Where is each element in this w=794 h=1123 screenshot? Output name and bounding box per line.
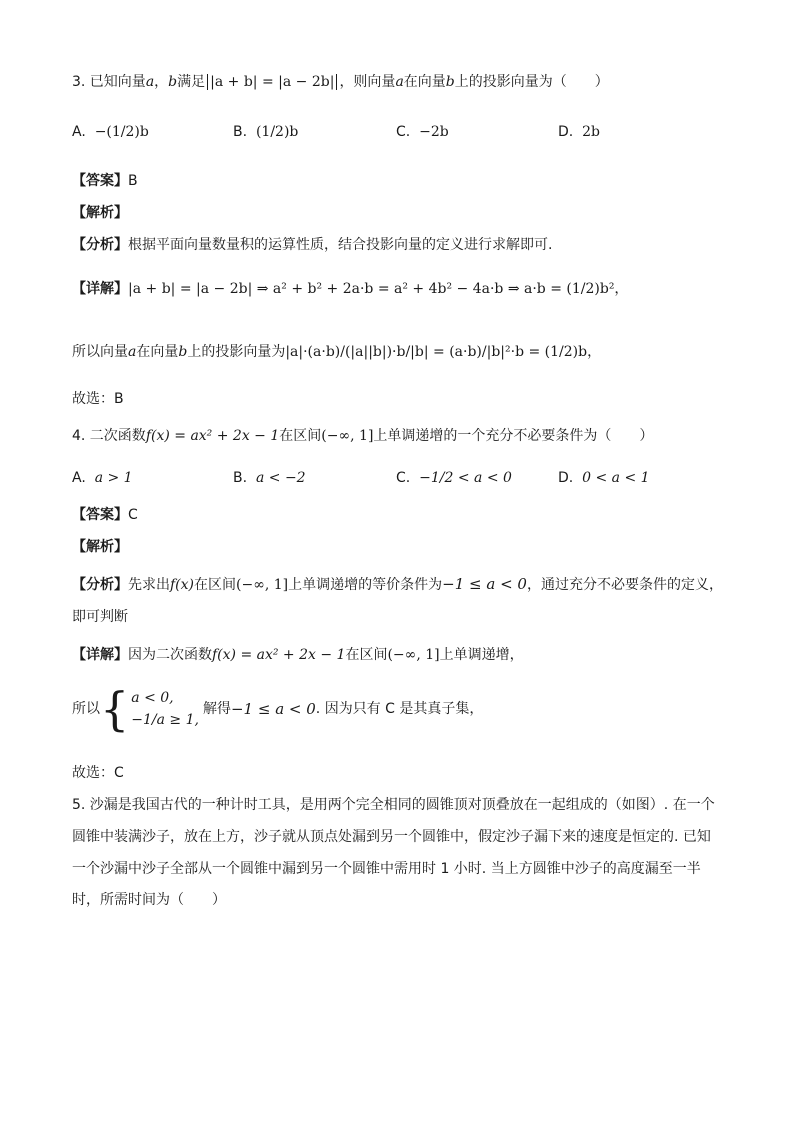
answer-value: C <box>128 507 138 523</box>
q4-option-d <box>558 468 650 488</box>
detail-text: 因为二次函数 <box>128 647 212 663</box>
q3-projection <box>72 342 601 362</box>
vector-b: b <box>445 74 455 90</box>
vector-b: b <box>168 74 178 90</box>
q4-answer <box>72 505 138 525</box>
fenxi-function: f(x) <box>170 577 195 593</box>
system-line-2: −1/a ≥ 1, <box>131 712 199 728</box>
proj-text: 在向量 <box>136 344 179 360</box>
q3-detail <box>72 279 628 299</box>
q4-function: f(x) = ax² + 2x − 1 <box>145 428 280 444</box>
so-text: 所以 <box>72 701 100 717</box>
option-label: D. <box>558 470 574 486</box>
tail-text: . 因为只有 C 是其真子集， <box>315 701 484 717</box>
answer-tag: 【答案】 <box>72 173 128 189</box>
option-value: (1/2)b <box>255 124 299 140</box>
q4-stem-text: 4. 二次函数 <box>72 428 146 444</box>
q4-interval: (−∞, 1] <box>321 428 374 444</box>
option-value: a < −2 <box>255 470 306 486</box>
solve-text: 解得 <box>202 701 231 717</box>
q5-line-1: 5. 沙漏是我国古代的一种计时工具，是用两个完全相同的圆锥顶对顶叠放在一起组成的（如图）. 在一个 <box>72 797 715 813</box>
brace-symbol: { <box>100 682 130 736</box>
q4-option-c <box>396 468 512 488</box>
q4-fenxi-cont: 即可判断 <box>72 609 128 625</box>
system-line-1: a < 0, <box>131 690 174 706</box>
option-label: B. <box>233 470 248 486</box>
option-label: B. <box>233 124 248 140</box>
option-label: A. <box>72 470 86 486</box>
detail-tag: 【详解】 <box>72 647 128 663</box>
inequality-system <box>131 687 199 731</box>
proj-math: |a|·(a·b)/(|a||b|)·b/|b| = (a·b)/|b|²·b = (1/2)b， <box>285 344 602 360</box>
q3-analysis-tag: 【解析】 <box>72 205 128 221</box>
option-value: a > 1 <box>94 470 133 486</box>
q4-stem-text: 上单调递增的一个充分不必要条件为（ ） <box>373 428 654 444</box>
q3-stem-text: 上的投影向量为（ ） <box>454 74 609 90</box>
fenxi-tag: 【分析】 <box>72 577 128 593</box>
detail-interval: (−∞, 1] <box>387 647 440 663</box>
answer-tag: 【答案】 <box>72 507 128 523</box>
q3-option-c <box>396 122 449 142</box>
answer-value: B <box>128 173 138 189</box>
fenxi-condition: −1 ≤ a < 0 <box>442 575 527 593</box>
q3-option-b <box>233 122 298 142</box>
fenxi-text: 上单调递增的等价条件为 <box>288 577 443 593</box>
q4-detail <box>72 645 524 665</box>
proj-text: 上的投影向量为 <box>187 344 286 360</box>
q3-answer <box>72 171 138 191</box>
q5-line-4: 时，所需时间为（ ） <box>72 892 226 908</box>
q4-stem-text: 在区间 <box>279 428 322 444</box>
detail-text: 在区间 <box>345 647 388 663</box>
option-label: A. <box>72 124 86 140</box>
q5-line-2: 圆锥中装满沙子，放在上方，沙子就从顶点处漏到另一个圆锥中，假定沙子漏下来的速度是恒定的. 已知 <box>72 829 711 845</box>
fenxi-tag: 【分析】 <box>72 237 128 253</box>
detail-text: 上单调递增， <box>439 647 524 663</box>
q3-stem-text: 满足 <box>177 74 206 90</box>
q3-option-a <box>72 122 149 142</box>
q3-choose: 故选：B <box>72 391 124 407</box>
vector-a: a <box>395 74 404 90</box>
detail-math: |a + b| = |a − 2b| ⇒ a² + b² + 2a·b = a² + 4b² − 4a·b ⇒ a·b = (1/2)b²， <box>128 281 629 297</box>
fenxi-text: ，通过充分不必要条件的定义， <box>526 577 723 593</box>
q4-option-a <box>72 468 133 488</box>
q5-line-3: 一个沙漏中沙子全部从一个圆锥中漏到另一个圆锥中需用时 1 小时. 当上方圆锥中沙子的高度漏至一半 <box>72 861 701 877</box>
q4-option-b <box>233 468 306 488</box>
option-value: 2b <box>582 124 601 140</box>
vector-a: a <box>145 74 155 90</box>
proj-text: 所以向量 <box>72 344 128 360</box>
solve-result: −1 ≤ a < 0 <box>230 700 316 718</box>
q3-condition: |a + b| = |a − 2b| <box>207 74 337 90</box>
option-value: −1/2 < a < 0 <box>419 470 512 486</box>
q3-stem-text: 3. 已知向量 <box>72 74 146 90</box>
fenxi-interval: (−∞, 1] <box>236 577 289 593</box>
option-value: −2b <box>419 124 449 140</box>
q4-analysis-tag: 【解析】 <box>72 539 128 555</box>
q4-choose: 故选：C <box>72 765 124 781</box>
q3-stem-text: ，则向量 <box>339 74 396 90</box>
option-value: 0 < a < 1 <box>582 470 650 486</box>
q4-stem <box>72 426 653 446</box>
fenxi-text: 先求出 <box>128 577 170 593</box>
q3-option-d <box>558 122 600 142</box>
q3-sep: ， <box>154 74 169 90</box>
fenxi-text: 在区间 <box>194 577 237 593</box>
vector-b: b <box>178 344 188 360</box>
q3-stem <box>72 72 609 92</box>
vector-a: a <box>128 344 137 360</box>
option-label: D. <box>558 124 574 140</box>
detail-function: f(x) = ax² + 2x − 1 <box>212 647 346 663</box>
fenxi-text: 根据平面向量数量积的运算性质，结合投影向量的定义进行求解即可. <box>128 237 553 253</box>
option-label: C. <box>396 124 411 140</box>
q3-stem-text: 在向量 <box>403 74 446 90</box>
option-label: C. <box>396 470 411 486</box>
q3-fenxi <box>72 235 552 255</box>
option-value: −(1/2)b <box>94 124 149 140</box>
q4-fenxi <box>72 574 723 595</box>
detail-tag: 【详解】 <box>72 281 128 297</box>
q4-system <box>72 684 483 740</box>
